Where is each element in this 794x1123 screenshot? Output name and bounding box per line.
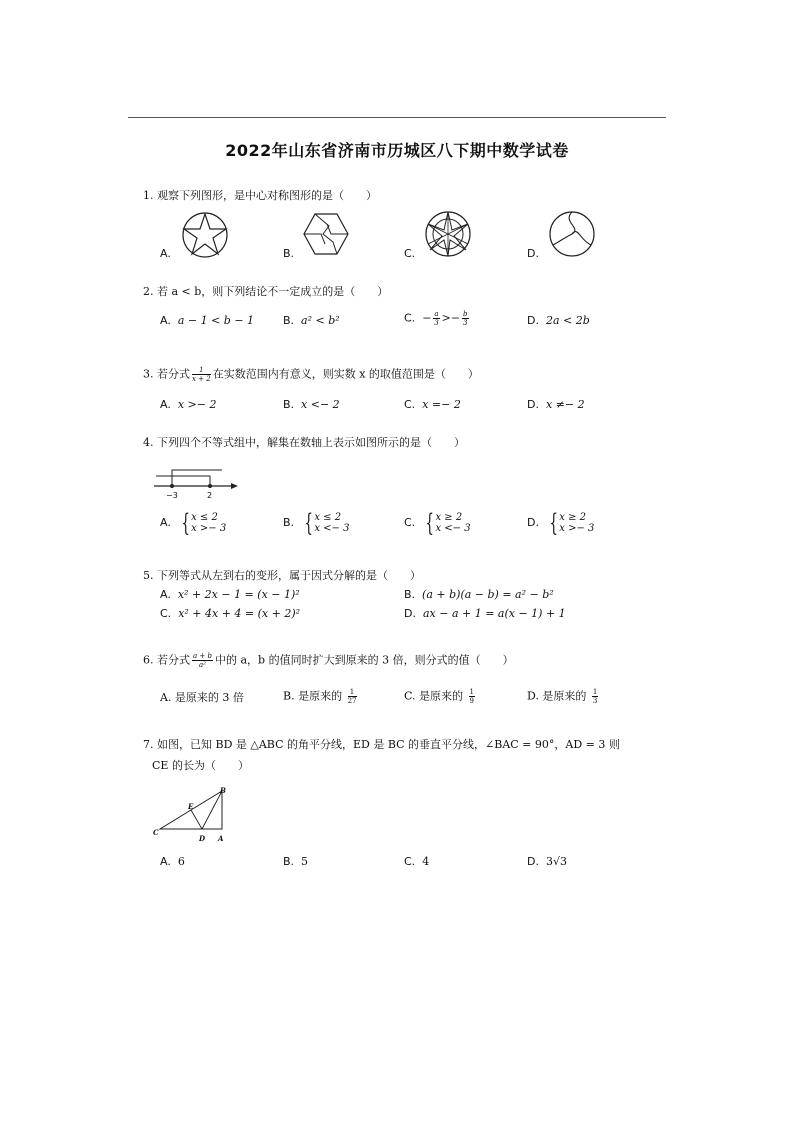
q2-option-b[interactable]: B. a² < b²	[283, 314, 340, 327]
q4-option-d[interactable]: D. { x ≥ 2 x >− 3	[527, 509, 595, 537]
q2-option-c[interactable]: C. − $\frac{a}{3}$ >− $\frac{b}{3}$	[404, 310, 468, 327]
q1-hexagon-figure	[303, 212, 349, 256]
q6-option-c[interactable]: C. 是原来的 $\frac{1}{9}$	[404, 688, 474, 705]
q7-option-d[interactable]: D. 3√3	[527, 855, 567, 868]
q7-option-c[interactable]: C. 4	[404, 855, 430, 868]
q1-swirl-figure	[548, 210, 596, 258]
q2-stem: 2. 若 a < b，则下列结论不一定成立的是（ ）	[143, 285, 389, 298]
q4-option-a[interactable]: A. { x ≤ 2 x >− 3	[160, 509, 227, 537]
fig-label-d: D	[199, 834, 206, 843]
q4-option-b[interactable]: B. { x ≤ 2 x <− 3	[283, 509, 350, 537]
q1-option-c[interactable]: C.	[404, 247, 416, 260]
q1-option-a[interactable]: A.	[160, 247, 171, 260]
fig-label-c: C	[153, 828, 159, 837]
fig-label-a: A	[218, 834, 224, 843]
q5-option-a[interactable]: A. x² + 2x − 1 = (x − 1)²	[160, 588, 300, 601]
q1-option-b[interactable]: B.	[283, 247, 295, 260]
number-line-label-neg3: −3	[166, 491, 178, 500]
q5-option-b[interactable]: B. (a + b)(a − b) = a² − b²	[404, 588, 554, 601]
q7-triangle-figure	[150, 785, 242, 843]
q1-rosette-figure	[424, 210, 472, 258]
q5-option-d[interactable]: D. ax − a + 1 = a(x − 1) + 1	[404, 607, 566, 620]
q1-star-figure	[180, 210, 230, 260]
fig-label-e: E	[188, 802, 194, 811]
q4-option-c[interactable]: C. { x ≥ 2 x <− 3	[404, 509, 471, 537]
q7-option-b[interactable]: B. 5	[283, 855, 309, 868]
q7-stem-line1: 7. 如图，已知 BD 是 △ABC 的角平分线，ED 是 BC 的垂直平分线，∠BAC = 90°，AD = 3 则	[143, 738, 620, 751]
q3-option-c[interactable]: C. x =− 2	[404, 398, 461, 411]
q4-stem: 4. 下列四个不等式组中，解集在数轴上表示如图所示的是（ ）	[143, 436, 465, 449]
q6-option-a[interactable]: A. 是原来的 3 倍	[160, 691, 244, 704]
q5-stem: 5. 下列等式从左到右的变形，属于因式分解的是（ ）	[143, 569, 421, 582]
page-title: 2022年山东省济南市历城区八下期中数学试卷	[225, 141, 569, 160]
q7-stem-line2: CE 的长为（ ）	[152, 759, 249, 772]
q6-option-d[interactable]: D. 是原来的 $\frac{1}{3}$	[527, 688, 598, 705]
q5-option-c[interactable]: C. x² + 4x + 4 = (x + 2)²	[160, 607, 301, 620]
q7-option-a[interactable]: A. 6	[160, 855, 185, 868]
q6-stem: 6. 若分式 $\frac{a + b}{\text{a²}}$ 中的 a，b 的值同时扩大到原来的 3 倍，则分式的值（ ）	[143, 652, 514, 669]
q1-option-d[interactable]: D.	[527, 247, 539, 260]
q2-option-a[interactable]: A. a − 1 < b − 1	[160, 314, 255, 327]
fig-label-b: B	[220, 786, 226, 795]
number-line-label-2: 2	[207, 491, 213, 500]
q3-stem: 3. 若分式 $\frac{1}{x + 2}$ 在实数范围内有意义，则实数 x 的取值范围是（ ）	[143, 366, 479, 383]
q6-option-b[interactable]: B. 是原来的 $\frac{1}{27}$	[283, 688, 357, 705]
top-rule	[128, 117, 666, 118]
q1-stem: 1. 观察下列图形，是中心对称图形的是（ ）	[143, 189, 377, 202]
q3-option-a[interactable]: A. x >− 2	[160, 398, 217, 411]
q2-option-d[interactable]: D. 2a < 2b	[527, 314, 590, 327]
q3-option-b[interactable]: B. x <− 2	[283, 398, 340, 411]
q3-option-d[interactable]: D. x ≠− 2	[527, 398, 585, 411]
